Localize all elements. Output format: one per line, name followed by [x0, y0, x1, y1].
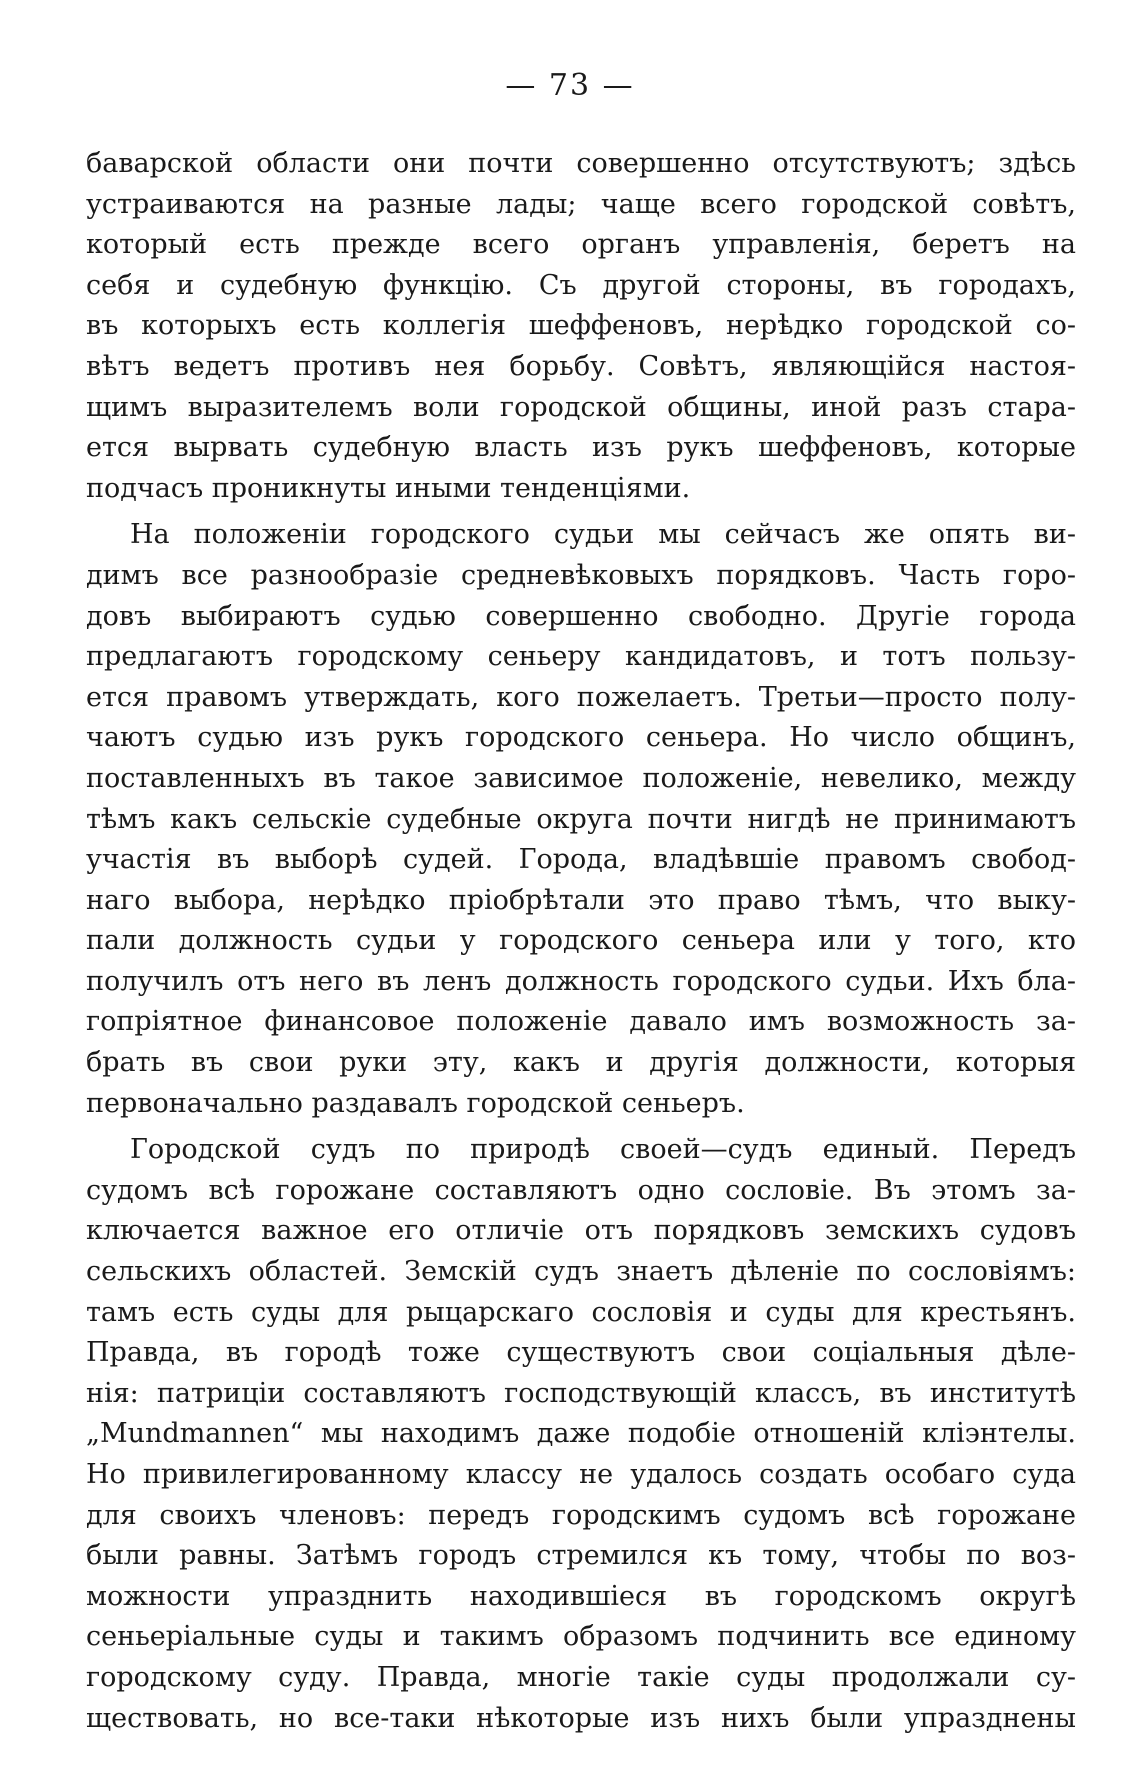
- text-line: Городской судъ по природѣ своей—судъ единый. Передъ: [130, 1134, 1076, 1166]
- text-line: довъ выбираютъ судью совершенно свободно. Другіе города: [86, 600, 1076, 632]
- text-line: городскому суду. Правда, многіе такіе суды продолжали су-: [86, 1661, 1076, 1693]
- text-line: димъ все разнообразіе средневѣковыхъ порядковъ. Часть горо-: [86, 559, 1076, 591]
- text-line: Но привилегированному классу не удалось создать особаго суда: [86, 1459, 1076, 1490]
- text-line: сеньеріальные суды и такимъ образомъ подчинить все единому: [86, 1621, 1076, 1653]
- text-line: наго выбора, нерѣдко пріобрѣтали это право тѣмъ, что выку-: [86, 884, 1076, 916]
- paragraph-2: [86, 515, 1076, 1124]
- text-line: получилъ отъ него въ ленъ должность городского судьи. Ихъ бла-: [86, 965, 1076, 997]
- text-line: ется вырвать судебную власть изъ рукъ шеффеновъ, которые: [86, 432, 1076, 464]
- text-line: предлагаютъ городскому сеньеру кандидатовъ, и тотъ пользу-: [86, 641, 1076, 673]
- text-line: баварской области они почти совершенно отсутствуютъ; здѣсь: [86, 148, 1076, 179]
- text-line: въ которыхъ есть коллегія шеффеновъ, нерѣдко городской со-: [86, 310, 1076, 342]
- text-line: ется правомъ утверждать, кого пожелаетъ. Третьи—просто полу-: [86, 681, 1076, 713]
- text-line: вѣтъ ведетъ противъ нея борьбу. Совѣтъ, являющійся настоя-: [86, 350, 1076, 382]
- text-line: поставленныхъ въ такое зависимое положеніе, невелико, между: [86, 762, 1076, 794]
- text-line: были равны. Затѣмъ городъ стремился къ тому, чтобы по воз-: [86, 1540, 1076, 1572]
- text-line: На положеніи городского судьи мы сейчасъ же опять ви-: [130, 519, 1076, 551]
- text-line: который есть прежде всего органъ управленія, беретъ на: [86, 229, 1076, 261]
- text-line: тѣмъ какъ сельскіе судебные округа почти нигдѣ не принимаютъ: [86, 803, 1076, 835]
- text-line: ключается важное его отличіе отъ порядковъ земскихъ судовъ: [86, 1215, 1076, 1247]
- text-line: пали должность судьи у городского сеньера или у того, кто: [86, 925, 1076, 957]
- text-line: можности упразднить находившіеся въ городскомъ округѣ: [86, 1580, 1076, 1612]
- paragraph-3: [86, 1130, 1076, 1739]
- page-number: — 73 —: [505, 68, 635, 103]
- text-line: участія въ выборѣ судей. Города, владѣвшіе правомъ свобод-: [86, 844, 1076, 876]
- text-line: судомъ всѣ горожане составляютъ одно сословіе. Въ этомъ за-: [86, 1174, 1076, 1206]
- text-line: брать въ свои руки эту, какъ и другія должности, которыя: [86, 1047, 1076, 1079]
- text-line: ществовать, но все-таки нѣкоторые изъ нихъ были упразднены: [86, 1702, 1076, 1734]
- text-line: чаютъ судью изъ рукъ городского сеньера. Но число общинъ,: [86, 722, 1076, 754]
- text-line: щимъ выразителемъ воли городской общины, иной разъ стара-: [86, 391, 1076, 423]
- text-line: первоначально раздавалъ городской сеньеръ.: [86, 1087, 745, 1119]
- text-line: для своихъ членовъ: передъ городскимъ судомъ всѣ горожане: [86, 1499, 1076, 1531]
- text-line: тамъ есть суды для рыцарскаго сословія и суды для крестьянъ.: [86, 1296, 1076, 1328]
- paragraph-1: [86, 144, 1076, 509]
- text-line: сельскихъ областей. Земскій судъ знаетъ дѣленіе по сословіямъ:: [86, 1256, 1076, 1288]
- text-line: гопріятное финансовое положеніе давало имъ возможность за-: [86, 1006, 1076, 1038]
- text-line: подчасъ проникнуты иными тенденціями.: [86, 472, 691, 504]
- text-line: нія: патриціи составляютъ господствующій классъ, въ институтѣ: [86, 1377, 1076, 1409]
- text-line: устраиваются на разные лады; чаще всего городской совѣтъ,: [86, 188, 1076, 220]
- text-line: Правда, въ городѣ тоже существуютъ свои соціальныя дѣле-: [86, 1337, 1076, 1369]
- text-line: „Mundmannen“ мы находимъ даже подобіе отношеній кліэнтелы.: [86, 1418, 1076, 1450]
- text-line: себя и судебную функцію. Съ другой стороны, въ городахъ,: [86, 269, 1076, 301]
- body-text: [86, 144, 1076, 1739]
